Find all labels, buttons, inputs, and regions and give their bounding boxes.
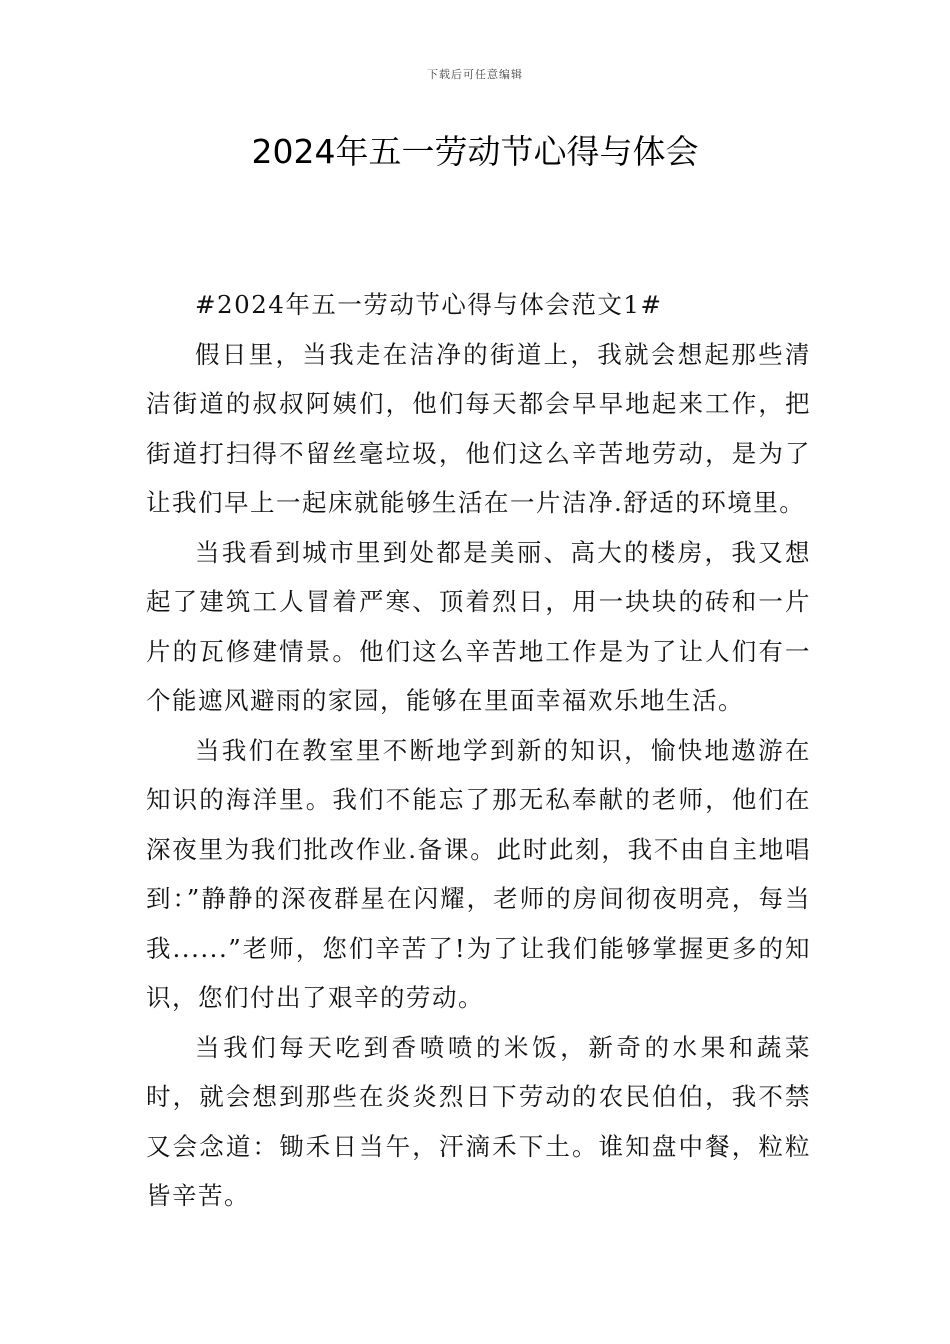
paragraph: 当我们在教室里不断地学到新的知识，愉快地遨游在知识的海洋里。我们不能忘了那无私奉献的老师，他们在深夜里为我们批改作业.备课。此时此刻，我不由自主地唱到：”静静的深夜群星在闪耀，老师的房间彻夜明亮，每当我......”老师，您们辛苦了!为了让我们能够掌握更多的知识，您们付出了艰辛的劳动。 xyxy=(146,735,811,1012)
paragraph: 假日里，当我走在洁净的街道上，我就会想起那些清洁街道的叔叔阿姨们，他们每天都会早早地起来工作，把街道打扫得不留丝毫垃圾，他们这么辛苦地劳动，是为了让我们早上一起床就能够生活在一片洁净.舒适的环境里。 xyxy=(146,339,811,517)
section-heading: #2024年五一劳动节心得与体会范文1# xyxy=(195,290,663,319)
paragraph: 当我们每天吃到香喷喷的米饭，新奇的水果和蔬菜时，就会想到那些在炎炎烈日下劳动的农民伯伯，我不禁又会念道：锄禾日当午，汗滴禾下土。谁知盘中餐，粒粒皆辛苦。 xyxy=(146,1032,811,1210)
header-note: 下载后可任意编辑 xyxy=(427,68,523,81)
page-title: 2024年五一劳动节心得与体会 xyxy=(251,132,699,171)
document-body xyxy=(146,280,811,1221)
paragraph: 当我看到城市里到处都是美丽、高大的楼房，我又想起了建筑工人冒着严寒、顶着烈日，用一块块的砖和一片片的瓦修建情景。他们这么辛苦地工作是为了让人们有一个能遮风避雨的家园，能够在里面幸福欢乐地生活。 xyxy=(146,537,811,715)
